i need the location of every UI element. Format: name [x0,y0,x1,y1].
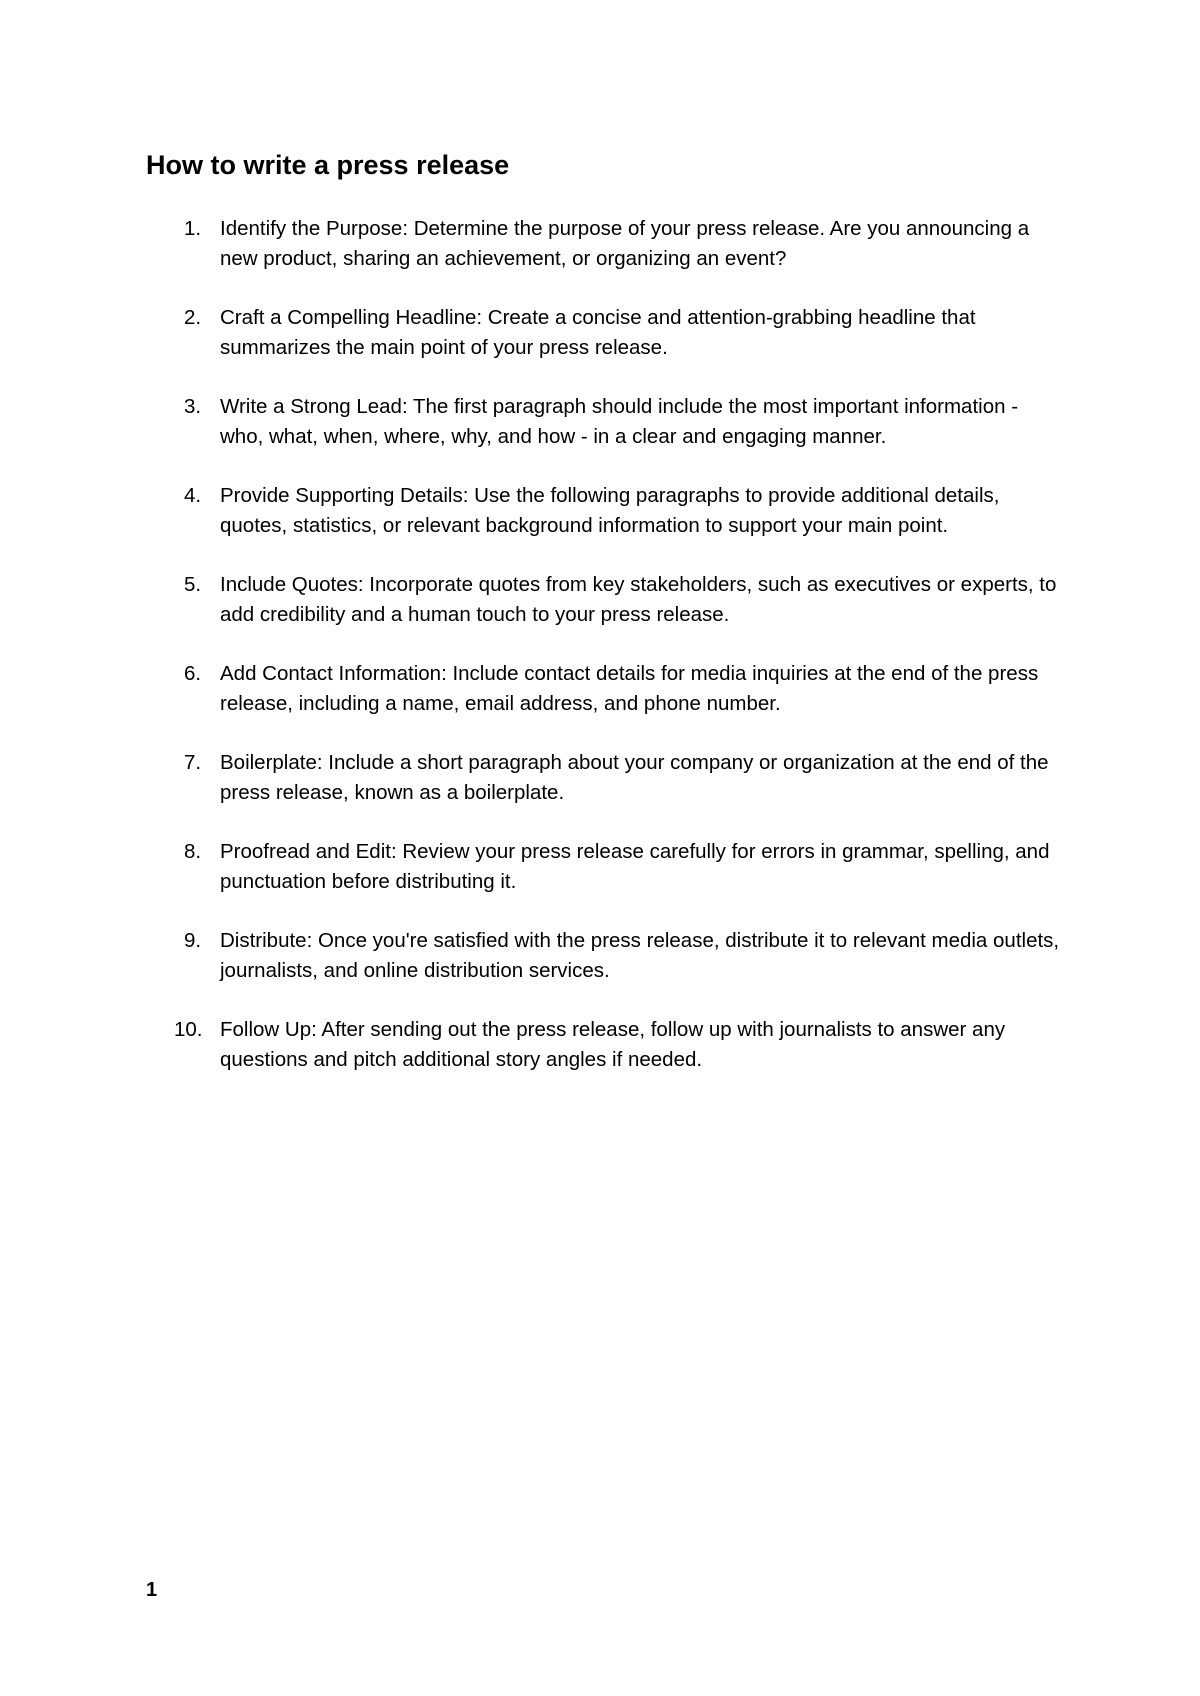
page-number: 1 [146,1579,158,1601]
step-text: Craft a Compelling Headline: Create a concise and attention-grabbing headline that summarizes the main point of your press release. [220,306,976,359]
step-text: Provide Supporting Details: Use the following paragraphs to provide additional details, quotes, statistics, or relevant background information to support your main point. [220,484,1000,537]
step-text: Identify the Purpose: Determine the purpose of your press release. Are you announcing a new product, sharing an achievement, or organizing an event? [220,217,1030,270]
step-text: Distribute: Once you're satisfied with the press release, distribute it to relevant media outlets, journalists, and online distribution services. [220,929,1060,982]
list-item [146,1015,1066,1075]
list-item [146,837,1066,897]
list-item [146,659,1066,719]
step-number: 6. [184,662,202,685]
list-item [146,214,1066,274]
list-item [146,392,1066,452]
step-text: Follow Up: After sending out the press release, follow up with journalists to answer any questions and pitch additional story angles if needed. [220,1018,1006,1071]
list-item [146,926,1066,986]
steps-list [146,214,1066,1104]
list-item [146,481,1066,541]
list-item [146,748,1066,808]
step-text: Write a Strong Lead: The first paragraph should include the most important information - who, what, when, where, why, and how - in a clear and engaging manner. [220,395,1019,448]
document-title: How to write a press release [146,150,510,180]
list-item [146,570,1066,630]
step-text: Proofread and Edit: Review your press release carefully for errors in grammar, spelling, and punctuation before distributing it. [220,840,1050,893]
list-item [146,303,1066,363]
step-number: 10. [174,1018,203,1041]
step-number: 7. [184,751,202,774]
step-text: Add Contact Information: Include contact details for media inquiries at the end of the press release, including a name, email address, and phone number. [220,662,1039,715]
step-number: 2. [184,306,202,329]
step-number: 1. [184,217,202,240]
step-number: 9. [184,929,202,952]
step-number: 8. [184,840,202,863]
step-number: 3. [184,395,202,418]
step-number: 4. [184,484,202,507]
step-text: Include Quotes: Incorporate quotes from key stakeholders, such as executives or experts, to add credibility and a human touch to your press release. [220,573,1057,626]
step-number: 5. [184,573,202,596]
step-text: Boilerplate: Include a short paragraph about your company or organization at the end of the press release, known as a boilerplate. [220,751,1049,804]
